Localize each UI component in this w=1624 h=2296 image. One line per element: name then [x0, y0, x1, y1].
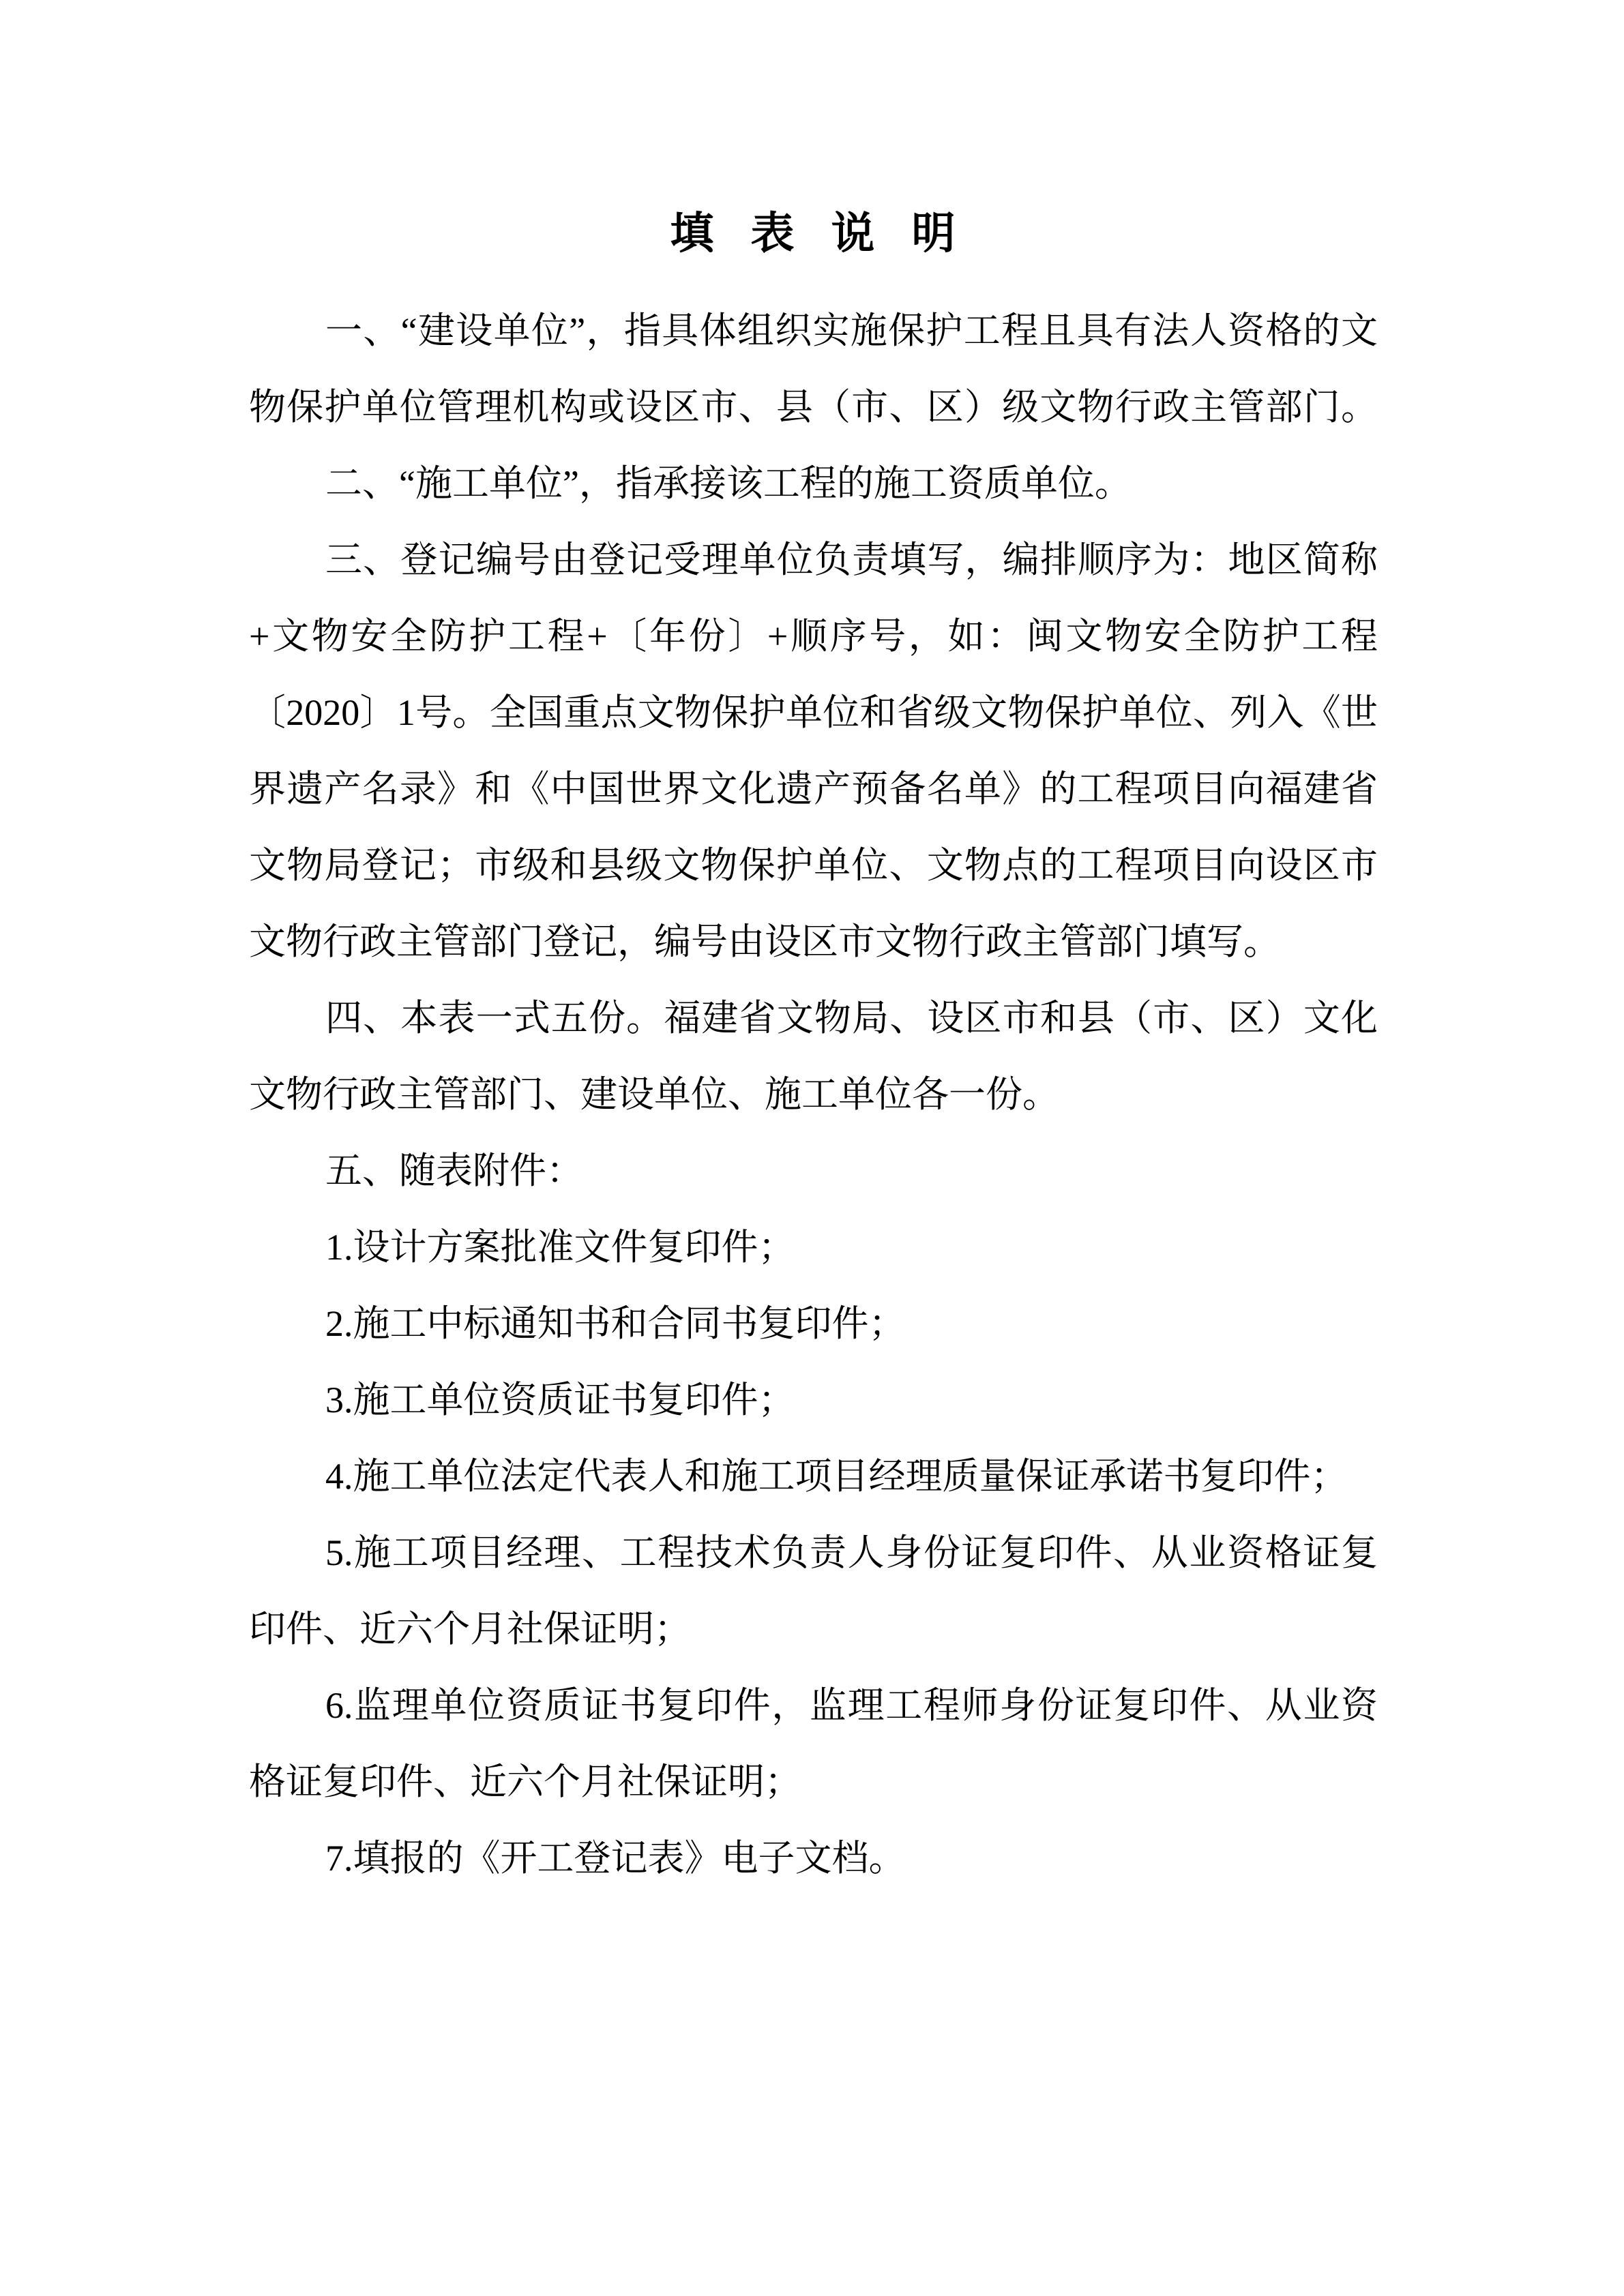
- text-line: 7.填报的《开工登记表》电子文档。: [325, 1838, 906, 1879]
- text-line: 〔2020〕1号。全国重点文物保护单位和省级文物保护单位、列入《世: [249, 692, 1378, 733]
- text-line: 五、随表附件：: [325, 1150, 583, 1191]
- text-line: 界遗产名录》和《中国世界文化遗产预备名单》的工程项目向福建省: [249, 769, 1378, 809]
- page-title: 填 表 说 明: [670, 209, 957, 258]
- text-line: 四、本表一式五份。福建省文物局、设区市和县（市、区）文化: [325, 998, 1378, 1039]
- text-line: 物保护单位管理机构或设区市、县（市、区）级文物行政主管部门。: [249, 387, 1378, 428]
- text-line: 4.施工单位法定代表人和施工项目经理质量保证承诺书复印件；: [325, 1456, 1348, 1497]
- text-line: 文物行政主管部门、建设单位、施工单位各一份。: [249, 1074, 1059, 1115]
- text-line: 二、“施工单位”，指承接该工程的施工资质单位。: [325, 463, 1132, 504]
- document-body: [249, 293, 1378, 1896]
- document-content: [249, 196, 1378, 1896]
- text-line: 文物行政主管部门登记，编号由设区市文物行政主管部门填写。: [249, 921, 1280, 962]
- text-line: 6.监理单位资质证书复印件，监理工程师身份证复印件、从业资: [325, 1685, 1378, 1726]
- text-line: +文物安全防护工程+〔年份〕+顺序号，如：闽文物安全防护工程: [249, 616, 1378, 657]
- text-line: 文物局登记；市级和县级文物保护单位、文物点的工程项目向设区市: [249, 845, 1378, 886]
- text-line: 2.施工中标通知书和合同书复印件；: [325, 1303, 906, 1344]
- text-line: 5.施工项目经理、工程技术负责人身份证复印件、从业资格证复: [325, 1532, 1378, 1573]
- text-line: 一、“建设单位”，指具体组织实施保护工程且具有法人资格的文: [325, 310, 1378, 351]
- text-line: 1.设计方案批准文件复印件；: [325, 1227, 795, 1268]
- text-line: 格证复印件、近六个月社保证明；: [249, 1761, 801, 1802]
- text-line: 印件、近六个月社保证明；: [249, 1609, 691, 1650]
- text-line: 3.施工单位资质证书复印件；: [325, 1380, 795, 1420]
- text-line: 三、登记编号由登记受理单位负责填写，编排顺序为：地区简称: [325, 539, 1378, 580]
